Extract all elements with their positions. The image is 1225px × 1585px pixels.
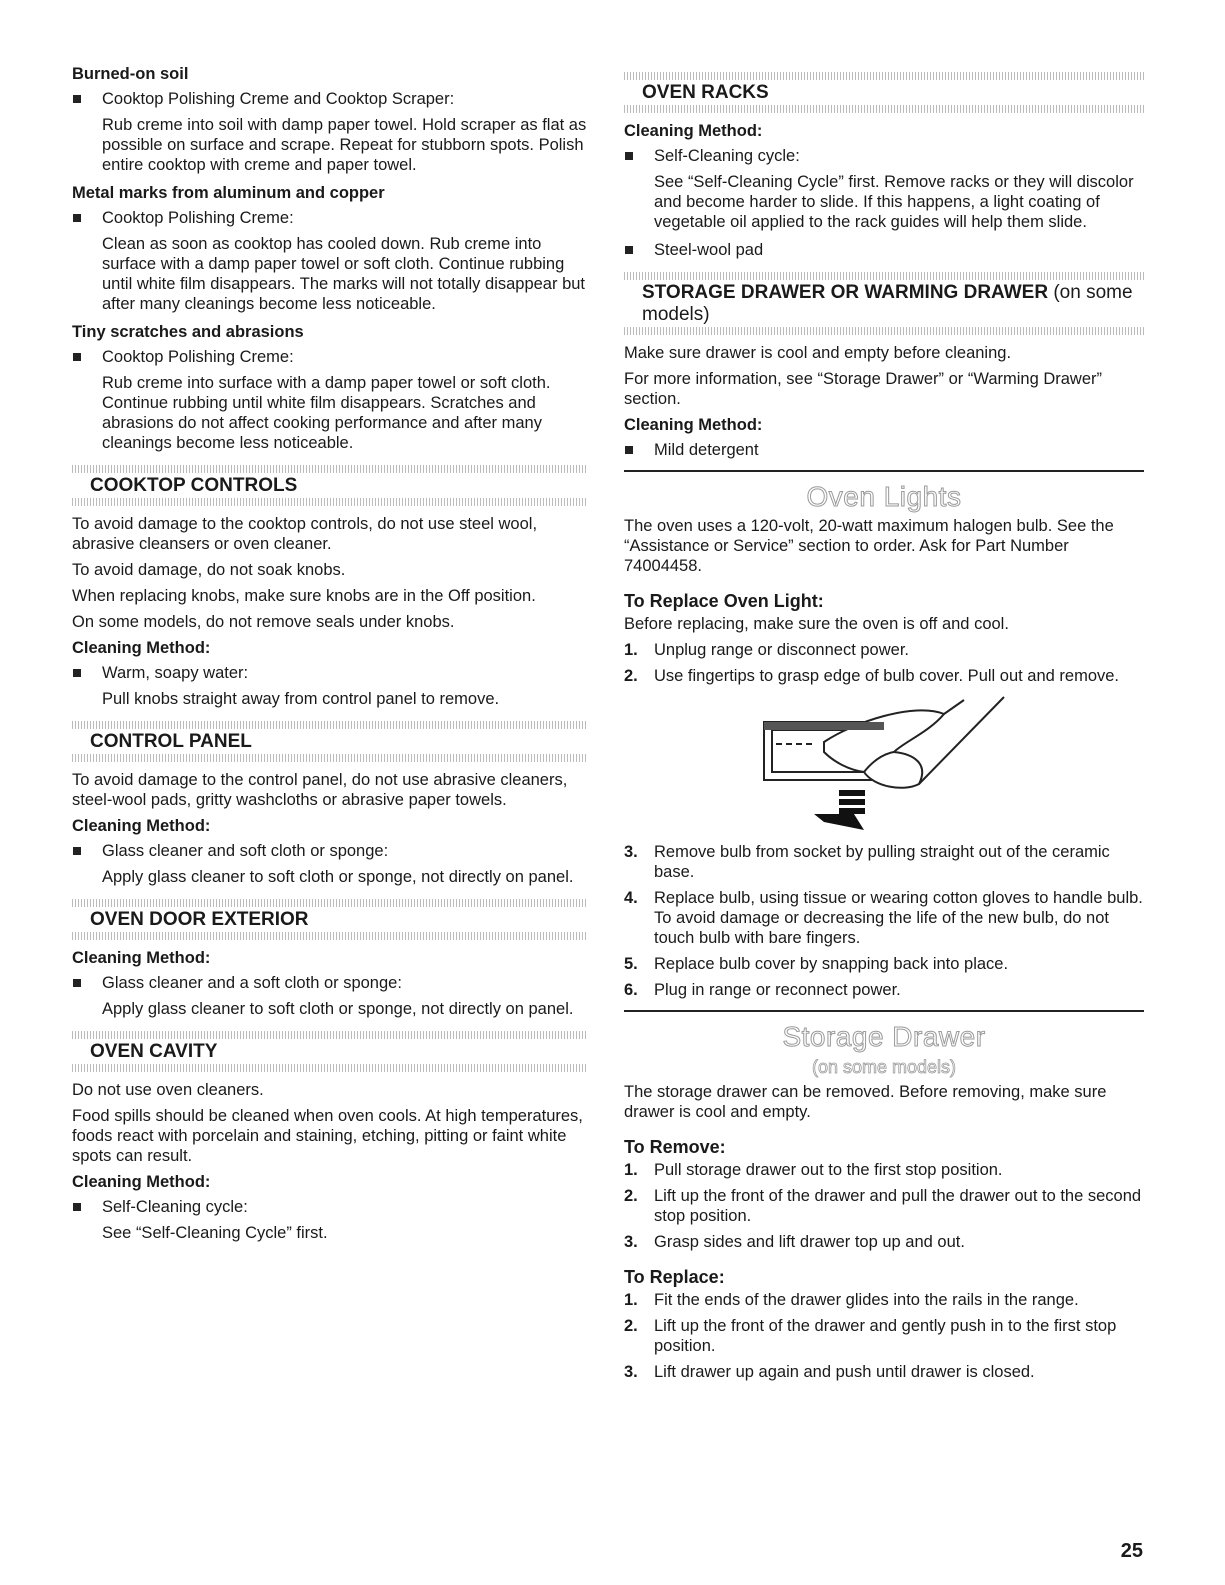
- storage-drawer-heading: [624, 272, 1144, 335]
- numbered-step: [624, 980, 1144, 1000]
- hatch-divider: [624, 327, 1144, 335]
- numbered-step: [624, 1362, 1144, 1382]
- heading-light-text: (on some models): [642, 282, 1133, 325]
- step-number: 2.: [624, 1317, 638, 1335]
- cleaning-method-label: Cleaning Method:: [624, 122, 763, 140]
- bullet-item: Cooktop Polishing Creme:: [72, 347, 588, 367]
- tiny-scratches-title: Tiny scratches and abrasions: [72, 323, 304, 341]
- step-number: 3.: [624, 1363, 638, 1381]
- paragraph: Make sure drawer is cool and empty before cleaning.: [624, 344, 1012, 362]
- hatch-divider: [72, 721, 588, 729]
- hatch-divider: [72, 932, 588, 940]
- instruction-text: Pull knobs straight away from control panel to remove.: [102, 690, 500, 708]
- step-number: 2.: [624, 667, 638, 685]
- oven-cavity-heading: OVEN CAVITY: [72, 1031, 588, 1072]
- paragraph: For more information, see “Storage Drawer” or “Warming Drawer” section.: [624, 370, 1103, 408]
- storage-drawer-subtitle: (on some models): [811, 1057, 957, 1077]
- step-number: 2.: [624, 1187, 638, 1205]
- instruction-text: Rub creme into surface with a damp paper towel or soft cloth. Continue rubbing until white film disappears. Scratches and abrasions do not affect cooking performance and after many cleanings become less noticeable.: [102, 374, 551, 452]
- oven-light-steps-b: [624, 842, 1144, 1000]
- hatch-divider: [624, 105, 1144, 113]
- numbered-step: [624, 1160, 1144, 1180]
- bullet-item: Warm, soapy water:: [72, 663, 588, 683]
- paragraph: On some models, do not remove seals under knobs.: [72, 613, 455, 631]
- hatch-divider: [72, 899, 588, 907]
- numbered-step: [624, 1316, 1144, 1356]
- section-rule: [624, 470, 1144, 472]
- step-text: Replace bulb cover by snapping back into place.: [654, 955, 1009, 973]
- instruction-text: See “Self-Cleaning Cycle” first.: [102, 1224, 328, 1242]
- paragraph: When replacing knobs, make sure knobs are in the Off position.: [72, 587, 536, 605]
- paragraph: Do not use oven cleaners.: [72, 1081, 264, 1099]
- oven-door-exterior-heading: OVEN DOOR EXTERIOR: [72, 899, 588, 940]
- step-number: 3.: [624, 843, 638, 861]
- bullet-item: Glass cleaner and soft cloth or sponge:: [72, 841, 588, 861]
- step-text: Use fingertips to grasp edge of bulb cover. Pull out and remove.: [654, 667, 1120, 685]
- replace-oven-light-title: To Replace Oven Light:: [624, 591, 824, 611]
- remove-steps: [624, 1160, 1144, 1252]
- hatch-divider: [624, 272, 1144, 280]
- right-column: [624, 64, 1144, 1388]
- numbered-step: [624, 1290, 1144, 1310]
- step-text: Plug in range or reconnect power.: [654, 981, 901, 999]
- step-text: Fit the ends of the drawer glides into the rails in the range.: [654, 1291, 1079, 1309]
- step-text: Lift up the front of the drawer and pull the drawer out to the second stop position.: [654, 1187, 1142, 1225]
- replace-steps: [624, 1290, 1144, 1382]
- bulb-cover-illustration: [754, 692, 1014, 832]
- bullet-item: Cooktop Polishing Creme:: [72, 208, 588, 228]
- numbered-step: [624, 954, 1144, 974]
- bullet-item: Self-Cleaning cycle:: [72, 1197, 588, 1217]
- step-number: 1.: [624, 641, 638, 659]
- instruction-text: Apply glass cleaner to soft cloth or sponge, not directly on panel.: [102, 1000, 574, 1018]
- step-number: 5.: [624, 955, 638, 973]
- bullet-item: Glass cleaner and a soft cloth or sponge:: [72, 973, 588, 993]
- cleaning-method-label: Cleaning Method:: [624, 416, 763, 434]
- step-number: 1.: [624, 1161, 638, 1179]
- paragraph: To avoid damage, do not soak knobs.: [72, 561, 346, 579]
- section-rule: [624, 1010, 1144, 1012]
- heading-bold-text: STORAGE DRAWER OR WARMING DRAWER: [642, 282, 1049, 303]
- bullet-item: Mild detergent: [624, 440, 1144, 460]
- bullet-item: Cooktop Polishing Creme and Cooktop Scraper:: [72, 89, 588, 109]
- hatch-divider: [624, 72, 1144, 80]
- step-text: Lift up the front of the drawer and gently push in to the first stop position.: [654, 1317, 1117, 1355]
- step-text: Remove bulb from socket by pulling straight out of the ceramic base.: [654, 843, 1110, 881]
- step-number: 6.: [624, 981, 638, 999]
- metal-marks-title: Metal marks from aluminum and copper: [72, 184, 385, 202]
- hatch-divider: [72, 1064, 588, 1072]
- control-panel-heading: CONTROL PANEL: [72, 721, 588, 762]
- instruction-text: Apply glass cleaner to soft cloth or sponge, not directly on panel.: [102, 868, 574, 886]
- to-replace-title: To Replace:: [624, 1267, 725, 1287]
- numbered-step: [624, 1186, 1144, 1226]
- step-number: 3.: [624, 1233, 638, 1251]
- oven-racks-heading: OVEN RACKS: [624, 72, 1144, 113]
- instruction-text: See “Self-Cleaning Cycle” first. Remove racks or they will discolor and become harder to slide. If this happens, a light coating of vegetable oil applied to the rack guides will help them slide.: [654, 173, 1134, 231]
- bullet-item: Self-Cleaning cycle:: [624, 146, 1144, 166]
- numbered-step: [624, 888, 1144, 948]
- hatch-divider: [72, 754, 588, 762]
- hatch-divider: [72, 1031, 588, 1039]
- paragraph: To avoid damage to the cooktop controls, do not use steel wool, abrasive cleansers or oven cleaner.: [72, 515, 538, 553]
- numbered-step: [624, 640, 1144, 660]
- paragraph: The storage drawer can be removed. Before removing, make sure drawer is cool and empty.: [624, 1083, 1107, 1121]
- instruction-text: Clean as soon as cooktop has cooled down. Rub creme into surface with a damp paper towel or soft cloth. Continue rubbing until white film disappears. The marks will not totally disappear but after many cleanings become less noticeable.: [102, 235, 586, 313]
- hatch-divider: [72, 498, 588, 506]
- storage-drawer-title: Storage Drawer: [782, 1021, 986, 1052]
- step-number: 4.: [624, 889, 638, 907]
- bullet-item: Steel-wool pad: [624, 240, 1144, 260]
- burned-on-soil-title: Burned-on soil: [72, 65, 189, 83]
- hatch-divider: [72, 465, 588, 473]
- step-number: 1.: [624, 1291, 638, 1309]
- left-column: [72, 64, 588, 1251]
- step-text: Grasp sides and lift drawer top up and out.: [654, 1233, 965, 1251]
- cleaning-method-label: Cleaning Method:: [72, 1173, 211, 1191]
- cleaning-method-label: Cleaning Method:: [72, 639, 211, 657]
- numbered-step: [624, 842, 1144, 882]
- paragraph: To avoid damage to the control panel, do not use abrasive cleaners, steel-wool pads, gritty washcloths or abrasive paper towels.: [72, 771, 568, 809]
- cleaning-method-label: Cleaning Method:: [72, 817, 211, 835]
- paragraph: Food spills should be cleaned when oven cools. At high temperatures, foods react with porcelain and staining, etching, pitting or faint white spots can result.: [72, 1107, 583, 1165]
- cooktop-controls-heading: COOKTOP CONTROLS: [72, 465, 588, 506]
- step-text: Unplug range or disconnect power.: [654, 641, 909, 659]
- step-text: Pull storage drawer out to the first stop position.: [654, 1161, 1003, 1179]
- oven-light-steps-a: [624, 640, 1144, 686]
- paragraph: Before replacing, make sure the oven is off and cool.: [624, 615, 1009, 633]
- page-number: 25: [1120, 1540, 1143, 1562]
- to-remove-title: To Remove:: [624, 1137, 726, 1157]
- step-text: Lift drawer up again and push until drawer is closed.: [654, 1363, 1035, 1381]
- paragraph: The oven uses a 120-volt, 20-watt maximum halogen bulb. See the “Assistance or Service” section to order. Ask for Part Number 74004458.: [624, 517, 1114, 575]
- numbered-step: [624, 666, 1144, 686]
- oven-lights-title: Oven Lights: [806, 481, 962, 512]
- numbered-step: [624, 1232, 1144, 1252]
- step-text: Replace bulb, using tissue or wearing cotton gloves to handle bulb. To avoid damage or decreasing the life of the new bulb, do not touch bulb with bare fingers.: [654, 889, 1143, 947]
- cleaning-method-label: Cleaning Method:: [72, 949, 211, 967]
- instruction-text: Rub creme into soil with damp paper towel. Hold scraper as flat as possible on surface and scrape. Repeat for stubborn spots. Polish entire cooktop with creme and paper towel.: [102, 116, 587, 174]
